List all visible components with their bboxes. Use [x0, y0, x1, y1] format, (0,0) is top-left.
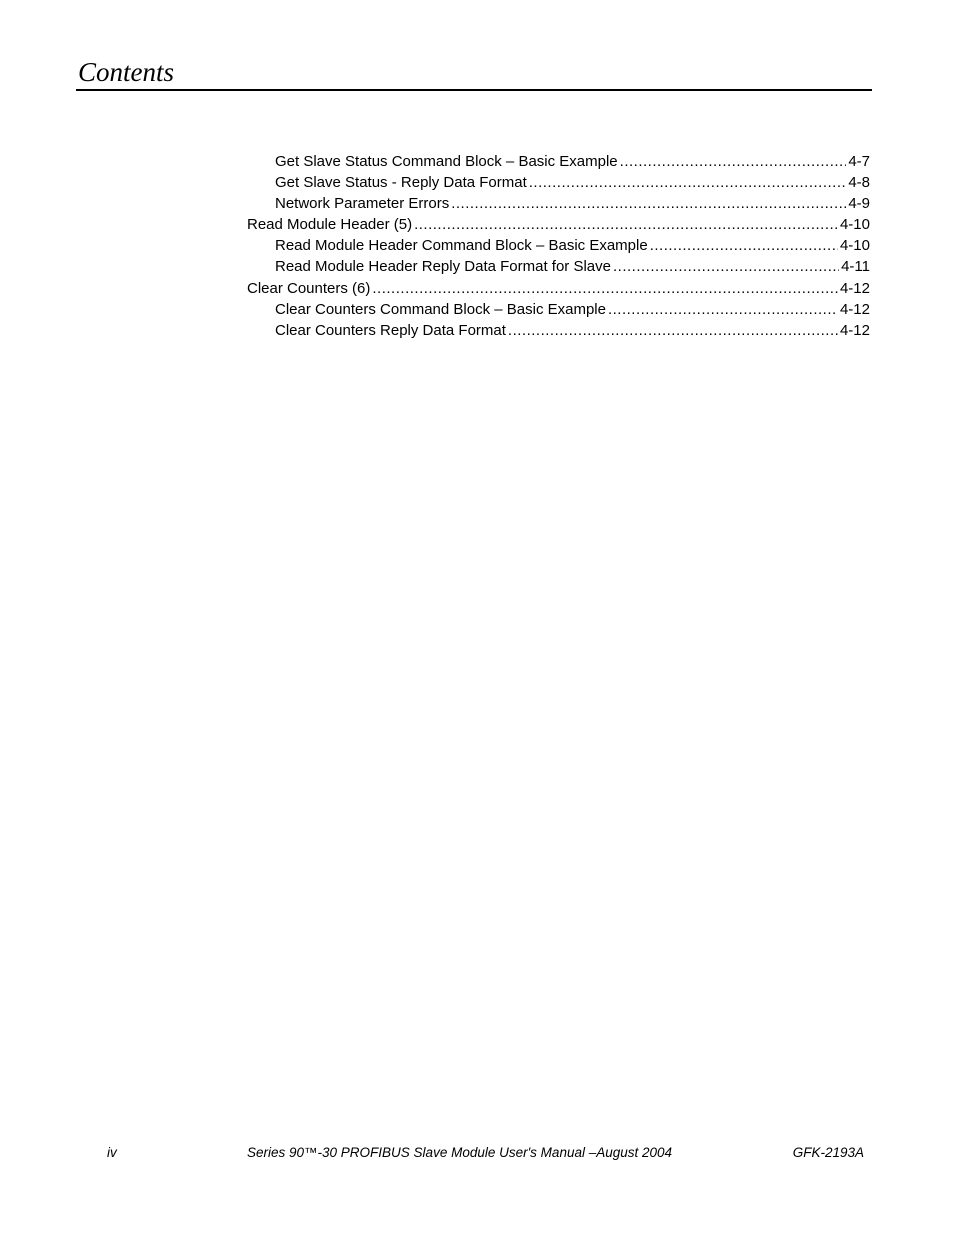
page-footer — [0, 1143, 954, 1163]
toc-dot-leader — [620, 151, 847, 172]
footer-manual-title: Series 90™-30 PROFIBUS Slave Module User's Manual –August 2004 — [247, 1145, 673, 1160]
toc-entry-page: 4-10 — [839, 237, 870, 255]
footer-document-number: GFK-2193A — [792, 1145, 864, 1160]
toc-entry-page: 4-9 — [848, 195, 870, 213]
toc-entry-clear-counters-reply-data[interactable] — [247, 320, 870, 341]
toc-entry-page: 4-12 — [839, 300, 870, 318]
toc-entry-page: 4-11 — [841, 258, 870, 276]
toc-dot-leader — [372, 278, 838, 299]
toc-entry-clear-counters[interactable] — [247, 278, 870, 299]
toc-entry-title: Clear Counters Command Block – Basic Example — [275, 300, 606, 318]
toc-entry-title: Read Module Header Reply Data Format for Slave — [275, 258, 611, 276]
toc-entry-get-slave-status-reply-data[interactable] — [247, 172, 870, 193]
toc-entry-read-module-header-command-block[interactable] — [247, 235, 870, 256]
toc-entry-read-module-header-reply-data[interactable] — [247, 256, 870, 277]
page-title: Contents — [78, 57, 175, 87]
toc-entry-title: Network Parameter Errors — [275, 195, 450, 213]
toc-dot-leader — [451, 193, 846, 214]
footer-page-number: iv — [107, 1145, 117, 1160]
toc-entry-page: 4-8 — [848, 174, 870, 192]
toc-dot-leader — [529, 172, 847, 193]
toc-entry-page: 4-12 — [839, 321, 870, 339]
toc-entry-title: Read Module Header Command Block – Basic Example — [275, 237, 648, 255]
toc-dot-leader — [650, 235, 838, 256]
toc-entry-clear-counters-command-block[interactable] — [247, 299, 870, 320]
toc-entry-title: Get Slave Status - Reply Data Format — [275, 174, 527, 192]
toc-entry-get-slave-status-command-block[interactable] — [247, 151, 870, 172]
toc-entry-title: Clear Counters (6) — [247, 279, 371, 297]
toc-dot-leader — [414, 214, 838, 235]
toc-entry-network-parameter-errors[interactable] — [247, 193, 870, 214]
toc-entry-page: 4-12 — [839, 279, 870, 297]
toc-entry-title: Get Slave Status Command Block – Basic Example — [275, 153, 618, 170]
toc-entry-read-module-header[interactable] — [247, 214, 870, 235]
toc-entry-title: Read Module Header (5) — [247, 216, 413, 234]
title-divider — [76, 89, 872, 91]
table-of-contents — [247, 151, 870, 341]
toc-entry-title: Clear Counters Reply Data Format — [275, 321, 506, 339]
toc-entry-page: 4-7 — [848, 153, 870, 170]
toc-dot-leader — [508, 320, 838, 341]
toc-dot-leader — [608, 299, 838, 320]
toc-entry-page: 4-10 — [839, 216, 870, 234]
toc-dot-leader — [613, 256, 839, 277]
